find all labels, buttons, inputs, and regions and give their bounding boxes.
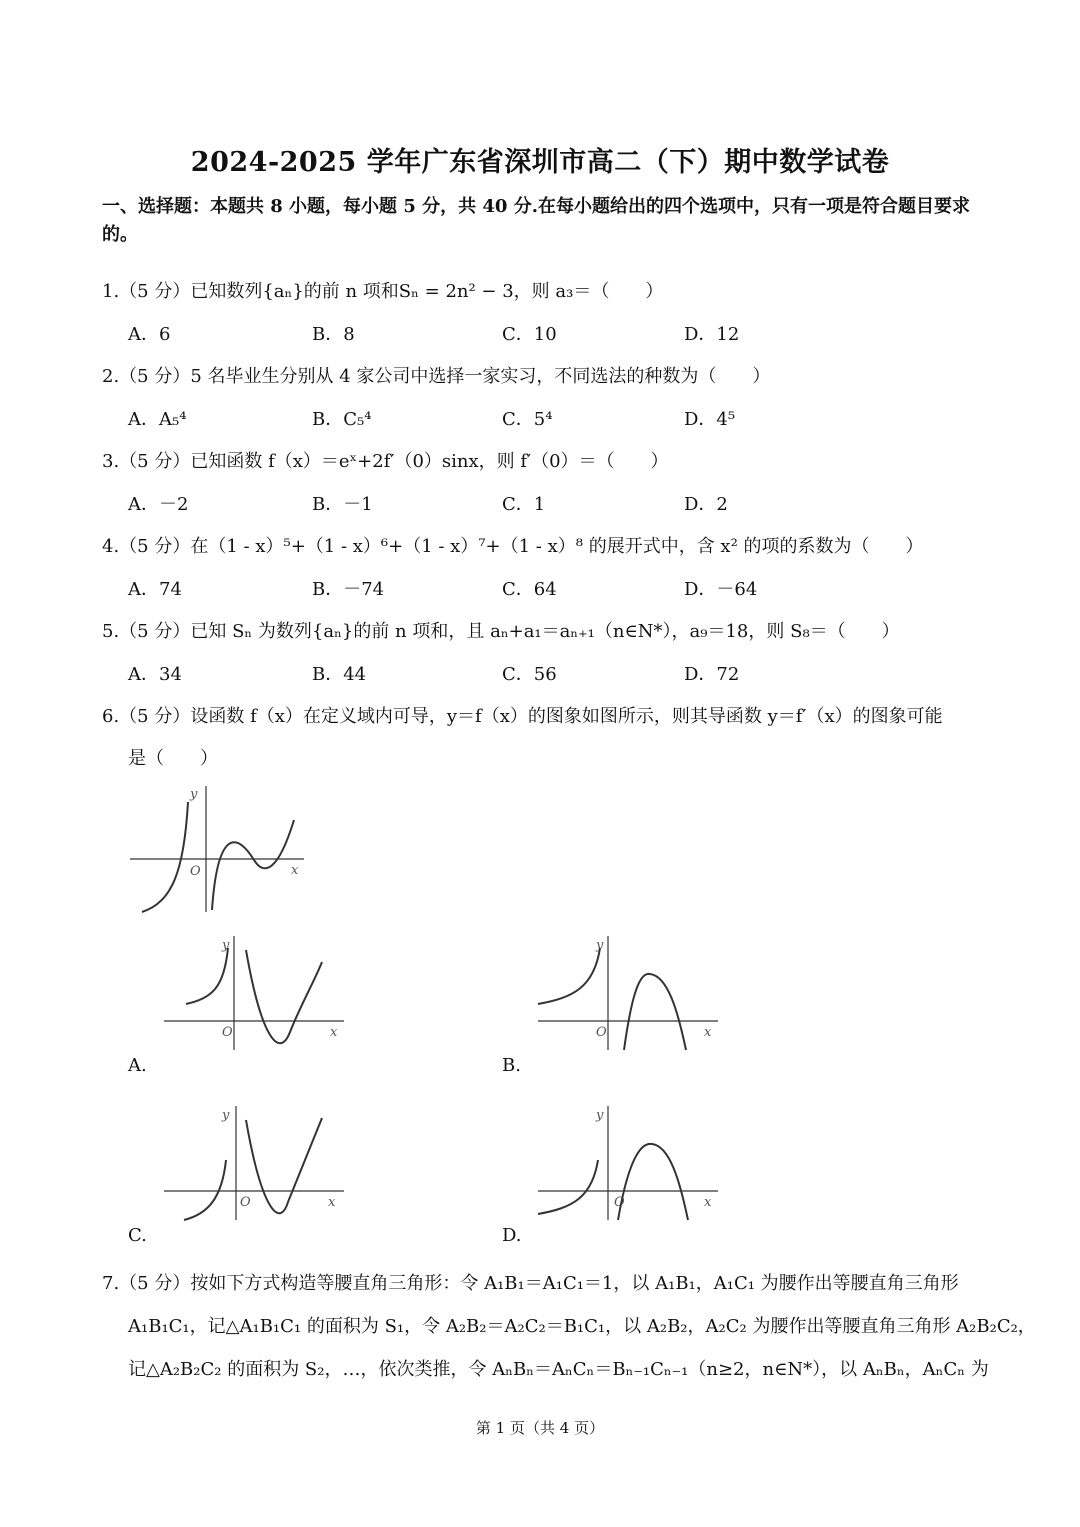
question-4-option-c: C．64: [502, 579, 557, 600]
option-c-label: C.: [128, 1225, 147, 1246]
option-a-y-label: y: [222, 938, 230, 953]
question-1-option-c: C．10: [502, 324, 557, 345]
question-1-stem: 1.（5 分）已知数列{aₙ}的前 n 项和Sₙ = 2n² − 3，则 a₃＝（ ）: [102, 281, 664, 302]
page-footer: 第 1 页（共 4 页）: [475, 1419, 605, 1437]
question-3-option-c: C．1: [502, 494, 546, 515]
option-a-label: A.: [128, 1055, 147, 1076]
curve-left-branch: [142, 802, 188, 912]
question-1-option-b: B．8: [312, 324, 355, 345]
question-3-option-b: B．－1: [312, 494, 373, 515]
option-a-x-label: x: [330, 1025, 338, 1040]
question-2-option-a: A．A₅⁴: [128, 409, 187, 430]
option-a-origin-label: O: [222, 1025, 233, 1040]
question-7-line2: A₁B₁C₁，记△A₁B₁C₁ 的面积为 S₁，令 A₂B₂＝A₂C₂＝B₁C₁，以 A₂B₂，A₂C₂ 为腰作出等腰直角三角形 A₂B₂C₂，: [128, 1316, 1036, 1337]
origin-label: O: [190, 864, 201, 879]
question-4-option-a: A．74: [128, 579, 182, 600]
question-2-option-c: C．5⁴: [502, 409, 553, 430]
question-2-option-d: D．4⁵: [684, 409, 736, 430]
question-5-option-a: A．34: [128, 664, 182, 685]
question-3-stem: 3.（5 分）已知函数 f（x）＝eˣ+2f′（0）sinx，则 f′（0）＝（ ）: [102, 451, 669, 472]
question-6-stem-line1: 6.（5 分）设函数 f（x）在定义域内可导，y＝f（x）的图象如图所示，则其导函数 y＝f′（x）的图象可能: [102, 706, 943, 727]
question-4-option-d: D．－64: [684, 579, 758, 600]
option-d-origin-label: O: [614, 1195, 625, 1210]
option-d-y-label: y: [596, 1108, 604, 1123]
question-4-stem: 4.（5 分）在（1 - x）⁵+（1 - x）⁶+（1 - x）⁷+（1 - x）⁸ 的展开式中，含 x² 的项的系数为（ ）: [102, 536, 924, 557]
question-6-stem-line2: 是（ ）: [128, 748, 218, 769]
question-5-option-b: B．44: [312, 664, 367, 685]
option-b-graph: [536, 932, 721, 1052]
question-2-option-b: B．C₅⁴: [312, 409, 372, 430]
question-1-option-a: A．6: [128, 324, 171, 345]
page-title: 2024-2025 学年广东省深圳市高二（下）期中数学试卷: [190, 147, 890, 178]
y-axis-label: y: [190, 787, 198, 802]
section-heading: 一、选择题：本题共 8 小题，每小题 5 分，共 40 分.在每小题给出的四个选项中，只有一项是符合题目要求的。: [102, 196, 970, 245]
curve-right-branch: [212, 820, 294, 910]
option-b-y-label: y: [596, 938, 604, 953]
question-2-stem: 2.（5 分）5 名毕业生分别从 4 家公司中选择一家实习，不同选法的种数为（ ）: [102, 366, 771, 387]
option-d-label: D.: [502, 1225, 522, 1246]
option-b-label: B.: [502, 1055, 521, 1076]
question-1-option-d: D．12: [684, 324, 740, 345]
option-b-x-label: x: [704, 1025, 712, 1040]
question-4-option-b: B．－74: [312, 579, 385, 600]
question-5-option-d: D．72: [684, 664, 740, 685]
option-c-y-label: y: [222, 1108, 230, 1123]
option-a-graph: [162, 932, 347, 1052]
option-c-origin-label: O: [240, 1195, 251, 1210]
option-b-origin-label: O: [596, 1025, 607, 1040]
question-3-option-d: D．2: [684, 494, 728, 515]
option-c-x-label: x: [328, 1195, 336, 1210]
question-7-line3: 记△A₂B₂C₂ 的面积为 S₂，…，依次类推，令 AₙBₙ＝AₙCₙ＝Bₙ₋₁Cₙ₋₁（n≥2，n∈N*），以 AₙBₙ，AₙCₙ 为: [128, 1359, 989, 1380]
x-axis-label: x: [291, 863, 299, 878]
question-7-line1: 7.（5 分）按如下方式构造等腰直角三角形：令 A₁B₁＝A₁C₁＝1，以 A₁B₁，A₁C₁ 为腰作出等腰直角三角形: [102, 1273, 959, 1294]
option-d-x-label: x: [704, 1195, 712, 1210]
function-graph: [128, 782, 308, 917]
option-d-graph: [536, 1102, 721, 1222]
question-3-option-a: A．－2: [128, 494, 189, 515]
question-5-option-c: C．56: [502, 664, 557, 685]
question-5-stem: 5.（5 分）已知 Sₙ 为数列{aₙ}的前 n 项和，且 aₙ+a₁＝aₙ₊₁（n∈N*），a₉＝18，则 S₈＝（ ）: [102, 621, 900, 642]
option-c-graph: [162, 1102, 347, 1222]
